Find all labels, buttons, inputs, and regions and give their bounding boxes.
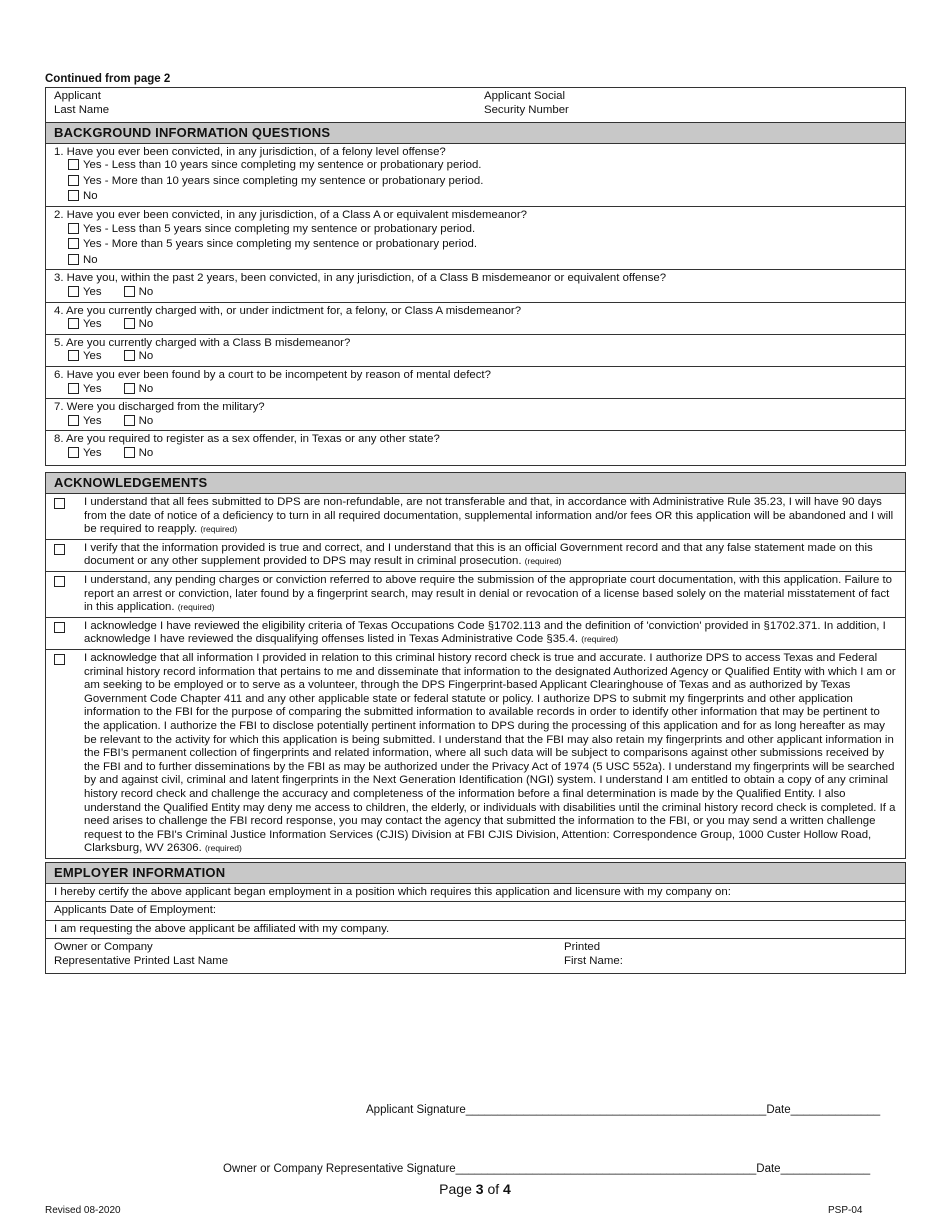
question-7-text: 7. Were you discharged from the military? <box>54 401 265 414</box>
ack-4-text: I acknowledge I have reviewed the eligibility criteria of Texas Occupations Code §1702.113 and the definition of 'conviction' provided in §1702.371. In addition, I acknowledge I have reviewed the disqualifying offenses listed in Texas Administrative Code §35.4. <box>84 619 886 646</box>
ack-4-checkbox[interactable] <box>54 622 65 633</box>
employer-certify: I hereby certify the above applicant began employment in a position which requires this application and licensure with my company on: <box>46 883 906 902</box>
q2-option-1-label: Yes - Less than 5 years since completing my sentence or probationary period. <box>83 222 476 235</box>
ack-2-text: I verify that the information provided is true and correct, and I understand that this is an official Government record and that any false statement made on this document or any other supplement provided to DPS may result in criminal prosecution. <box>84 541 873 568</box>
q3-no-checkbox[interactable] <box>124 286 135 297</box>
question-3-text: 3. Have you, within the past 2 years, been convicted, in any jurisdiction, of a Class B misdemeanor or equivalent offense? <box>54 272 667 285</box>
question-6 <box>46 366 906 398</box>
employer-affiliate: I am requesting the above applicant be affiliated with my company. <box>46 920 906 939</box>
ssn-label-1: Applicant Social <box>484 90 566 102</box>
question-8 <box>46 431 906 466</box>
q6-no-label: No <box>138 382 154 395</box>
q2-option-3-checkbox[interactable] <box>68 254 79 265</box>
employment-date-field[interactable] <box>46 902 906 921</box>
q7-yes-label: Yes <box>83 414 102 427</box>
ack-5-text: I acknowledge that all information I provided in relation to this criminal history record check is true and accurate. I authorize DPS to access Texas and Federal criminal history record information that pertains to me and disseminate that information to the designated Authorized Agency or Qualified Entity with which I am or am seeking to be employed or to serve as a volunteer, through the DPS Fingerprint-based Applicant Clearinghouse of Texas and as authorized by Texas Government Code Chapter 411 and any other applicable state or federal statute or policy. I authorize DPS to submit my fingerprints and other application information to the FBI for the purpose of comparing the submitted information to available records in order to identify other information that may be pertinent to the application. I authorize the FBI to disclose potentially pertinent information to DPS during the processing of this application and for as long hereafter as may be relevant to the activity for which this application is being submitted. I understand that the FBI may also retain my fingerprints and other applicant information in the FBI’s permanent collection of fingerprints and related information, where all such data will be subject to comparisons against other submissions received by the FBI and to further disseminations by the FBI as may be authorized under the Privacy Act of 1974 (5 USC 552a). I understand my fingerprints will be searched by and against civil, criminal and latent fingerprints in the Next Generation Identification (NGI) system. I understand I am entitled to obtain a copy of any criminal history record check and challenge the accuracy and completeness of the information before a final determination is made by the Qualified Entity. I also understand the Qualified Entity may deny me access to children, the elderly, or individuals with disabilities until the criminal history record check is completed. If a need arises to challenge the FBI record response, you may contact the agency that submitted the information to the FBI, or you may send a written challenge request to the FBI's Criminal Justice Information Services (CJIS) Division at FBI CJIS Division, Attention: Correspondence Group, 1000 Custer Hollow Road, Clarksburg, WV 26306. <box>84 652 896 855</box>
question-7 <box>46 399 906 431</box>
application-form <box>45 87 906 974</box>
q7-yes-checkbox[interactable] <box>68 415 79 426</box>
q8-no-checkbox[interactable] <box>124 447 135 458</box>
ack-section-title: ACKNOWLEDGEMENTS <box>46 473 906 494</box>
q1-option-1-checkbox[interactable] <box>68 159 79 170</box>
last-name-label-1: Applicant <box>54 90 101 102</box>
owner-first-name-field[interactable] <box>564 941 623 968</box>
q2-option-3-label: No <box>83 253 98 266</box>
q5-yes-label: Yes <box>83 350 102 363</box>
q1-option-2-label: Yes - More than 10 years since completing my sentence or probationary period. <box>83 174 484 187</box>
printed-label-1: Printed <box>564 941 601 954</box>
q3-yes-label: Yes <box>83 285 102 298</box>
ack-1 <box>46 494 906 540</box>
owner-label-1: Owner or Company <box>54 941 153 954</box>
owner-label-2: Representative Printed Last Name <box>54 954 229 967</box>
owner-last-name-field[interactable] <box>54 941 564 968</box>
q4-no-label: No <box>138 318 154 331</box>
ack-1-required: (required) <box>200 524 238 535</box>
q7-no-label: No <box>138 414 154 427</box>
question-2-text: 2. Have you ever been convicted, in any jurisdiction, of a Class A or equivalent misdemeanor? <box>54 208 527 221</box>
question-8-text: 8. Are you required to register as a sex offender, in Texas or any other state? <box>54 433 440 446</box>
q2-option-2-checkbox[interactable] <box>68 238 79 249</box>
ack-3-required: (required) <box>177 602 215 613</box>
question-5-text: 5. Are you currently charged with a Class B misdemeanor? <box>54 336 351 349</box>
q8-yes-checkbox[interactable] <box>68 447 79 458</box>
applicant-row <box>46 88 906 123</box>
ack-5-checkbox[interactable] <box>54 654 65 665</box>
question-3 <box>46 270 906 302</box>
q6-yes-checkbox[interactable] <box>68 383 79 394</box>
q8-yes-label: Yes <box>83 446 102 459</box>
question-4-text: 4. Are you currently charged with, or under indictment for, a felony, or Class A misdemeanor? <box>54 304 522 317</box>
q4-no-checkbox[interactable] <box>124 318 135 329</box>
q4-yes-checkbox[interactable] <box>68 318 79 329</box>
q3-no-label: No <box>138 285 154 298</box>
last-name-label-2: Last Name <box>54 103 110 116</box>
q1-option-1-label: Yes - Less than 10 years since completing my sentence or probationary period. <box>83 159 482 172</box>
ack-4 <box>46 617 906 649</box>
q2-option-1-checkbox[interactable] <box>68 223 79 234</box>
revised-date: Revised 08-2020 <box>45 1205 121 1216</box>
ack-3-text: I understand, any pending charges or conviction referred to above require the submission of the appropriate court documentation, with this application. Failure to report an arrest or conviction, later found by a fingerprint search, may result in denial or revocation of a license based solely on the material misstatement of fact in this application. <box>84 574 892 614</box>
question-2 <box>46 206 906 269</box>
ack-1-checkbox[interactable] <box>54 498 65 509</box>
q6-no-checkbox[interactable] <box>124 383 135 394</box>
q4-yes-label: Yes <box>83 318 102 331</box>
q6-yes-label: Yes <box>83 382 102 395</box>
ack-3-checkbox[interactable] <box>54 576 65 587</box>
question-1-text: 1. Have you ever been convicted, in any jurisdiction, of a felony level offense? <box>54 145 446 158</box>
question-4 <box>46 302 906 334</box>
owner-name-row <box>46 939 906 974</box>
question-1 <box>46 143 906 206</box>
question-6-text: 6. Have you ever been found by a court to be incompetent by reason of mental defect? <box>54 368 491 381</box>
q7-no-checkbox[interactable] <box>124 415 135 426</box>
question-5 <box>46 334 906 366</box>
ack-1-text: I understand that all fees submitted to DPS are non-refundable, are not transferable and that, in accordance with Administrative Rule 35.23, I will have 90 days from the date of notice of a deficiency to turn in all required documentation, supplemental information and/or fees OR this application will be abandoned and I will be required to reapply. <box>84 496 894 536</box>
q8-no-label: No <box>138 446 154 459</box>
ack-5-required: (required) <box>204 843 242 854</box>
ssn-label-2: Security Number <box>484 103 569 116</box>
page-number: Page 3 of 4 <box>439 1181 511 1197</box>
q1-option-3-checkbox[interactable] <box>68 190 79 201</box>
ack-2-checkbox[interactable] <box>54 544 65 555</box>
q2-option-2-label: Yes - More than 5 years since completing my sentence or probationary period. <box>83 238 478 251</box>
form-number: PSP-04 <box>828 1205 863 1216</box>
employer-section-title: EMPLOYER INFORMATION <box>46 862 906 883</box>
q1-option-2-checkbox[interactable] <box>68 175 79 186</box>
q5-yes-checkbox[interactable] <box>68 350 79 361</box>
ack-5 <box>46 650 906 859</box>
ack-4-required: (required) <box>581 634 619 645</box>
employment-date-label: Applicants Date of Employment: <box>54 904 217 917</box>
applicant-signature-line[interactable]: Applicant Signature_______________________________________________Date______________ <box>366 1104 881 1116</box>
q3-yes-checkbox[interactable] <box>68 286 79 297</box>
ack-2-required: (required) <box>524 556 562 567</box>
owner-signature-line[interactable]: Owner or Company Representative Signature_______________________________________________Date______________ <box>223 1163 871 1175</box>
ack-3 <box>46 572 906 618</box>
q5-no-label: No <box>138 350 154 363</box>
ack-2 <box>46 539 906 571</box>
background-section-title: BACKGROUND INFORMATION QUESTIONS <box>46 123 906 144</box>
continued-label: Continued from page 2 <box>45 73 171 85</box>
q1-option-3-label: No <box>83 190 98 203</box>
printed-label-2: First Name: <box>564 954 623 967</box>
q5-no-checkbox[interactable] <box>124 350 135 361</box>
